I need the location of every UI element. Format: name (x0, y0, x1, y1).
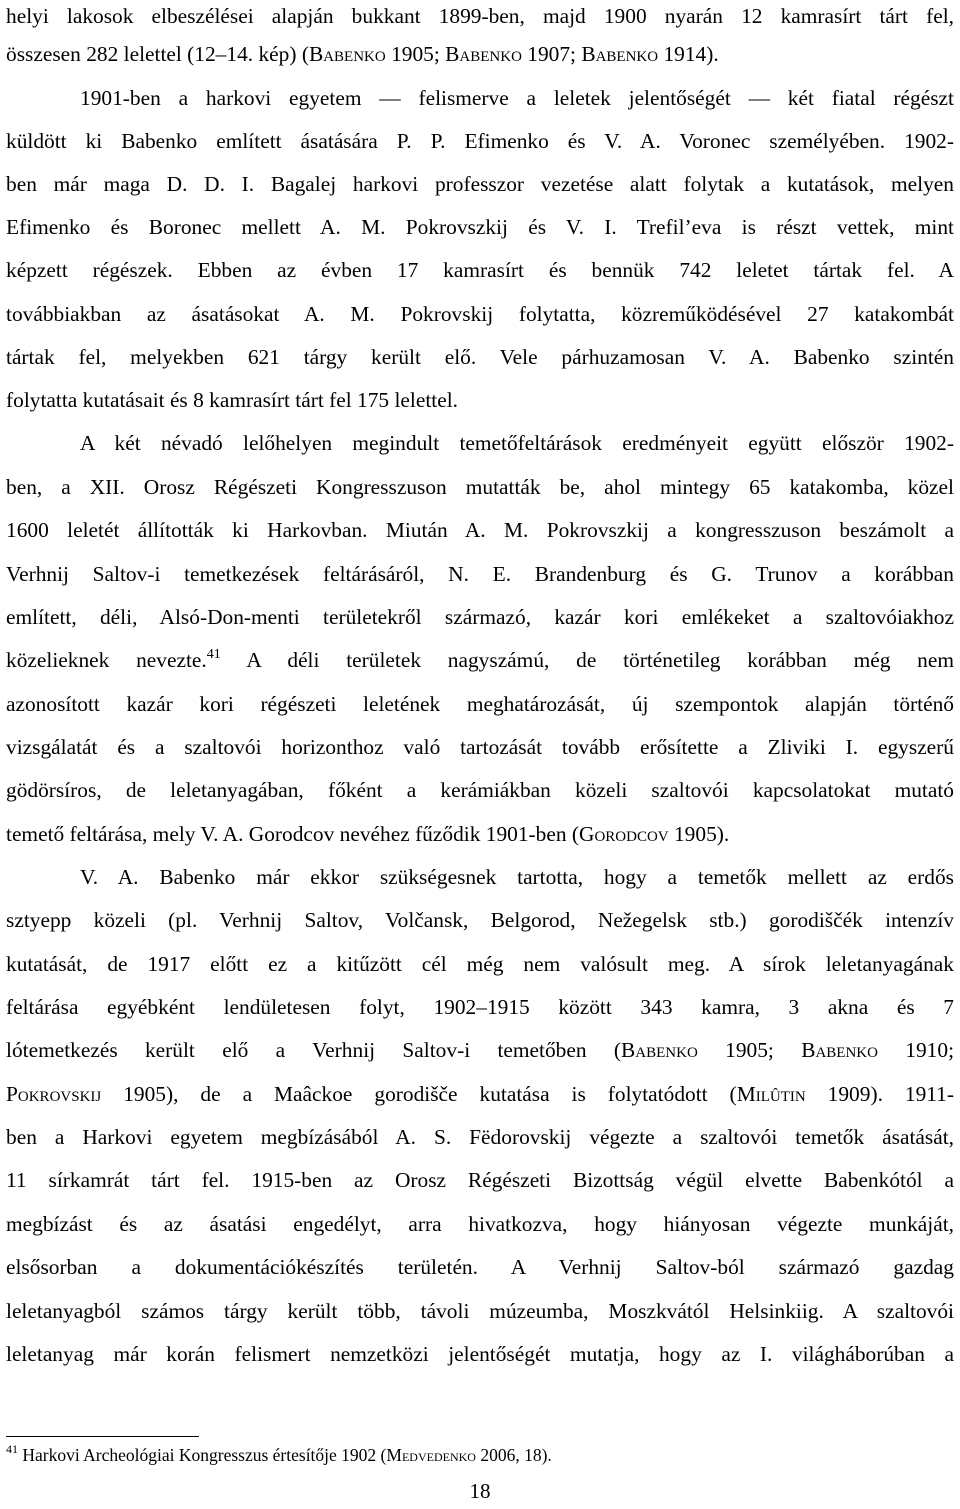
text-line: 1901-ben a harkovi egyetem — felismerve a leletek jelentőségét — két fiatal régészt (80, 86, 954, 110)
footnote: $^{41}$ Harkovi Archeológiai Kongresszus értesítője 1902 (Medvedenko 2006, 18). (6, 1442, 552, 1465)
text-line: elsősorban a dokumentációkészítés területén. A Verhnij Saltov-ból származó gazdag (6, 1255, 954, 1279)
author-name: Medvedenko (386, 1445, 476, 1465)
text-line: küldött ki Babenko említett ásatására P. P. Efimenko és V. A. Voronec személyében. 1902- (6, 129, 954, 153)
text-line: ben a Harkovi egyetem megbízásából A. S. Fëdorovskij végezte a szaltovói temetők ásatását, (6, 1125, 954, 1149)
text-line: Pokrovskij 1905), de a Maâckoe gorodišče kutatása is folytatódott (Milûtin 1909). 1911- (6, 1082, 954, 1106)
text-line: ben már maga D. D. I. Bagalej harkovi professzor vezetése alatt folytak a kutatások, melyen (6, 172, 954, 196)
footnote-divider (6, 1436, 199, 1437)
text-line: helyi lakosok elbeszélései alapján bukkant 1899-ben, majd 1900 nyarán 12 kamrasírt tárt fel, (6, 4, 954, 28)
text-line: leletanyagból számos tárgy került több, távoli múzeumba, Moszkvától Helsinkiig. A szaltovói (6, 1299, 954, 1323)
author-name: Babenko (621, 1038, 698, 1062)
text-line: temető feltárása, mely V. A. Gorodcov nevéhez fűződik 1901-ben (Gorodcov 1905). (6, 822, 730, 846)
text-line: V. A. Babenko már ekkor szükségesnek tartotta, hogy a temetők mellett az erdős (80, 865, 954, 889)
text-line: képzett régészek. Ebben az évben 17 kamrasírt és bennük 742 leletet tártak fel. A (6, 258, 954, 282)
text-line: vizsgálatát és a szaltovói horizonthoz való tartozását tovább erősítette a Zliviki I. egyszerű (6, 735, 954, 759)
text-line: folytatta kutatásait és 8 kamrasírt tárt fel 175 lelettel. (6, 388, 459, 412)
footnote-reference[interactable]: 41 (206, 647, 221, 662)
text-line: összesen 282 lelettel (12–14. kép) (Babenko 1905; Babenko 1907; Babenko 1914). (6, 42, 719, 66)
text-line: tártak fel, melyekben 621 tárgy került elő. Vele párhuzamosan V. A. Babenko szintén (6, 345, 954, 369)
page-number: 18 (469, 1479, 491, 1503)
text-line: Verhnij Saltov-i temetkezések feltárásáról, N. E. Brandenburg és G. Trunov a korábban (6, 562, 954, 586)
author-name: Babenko (308, 42, 386, 66)
author-name: Babenko (801, 1038, 878, 1062)
author-name: Babenko (581, 42, 659, 66)
text-line: kutatását, de 1917 előtt ez a kitűzött cél még nem valósult meg. A sírok leletanyagának (6, 952, 954, 976)
text-line: ben, a XII. Orosz Régészeti Kongresszuson mutatták be, ahol mintegy 65 katakomba, közel (6, 475, 954, 499)
text-line: azonosított kazár kori régészeti leletének meghatározását, új szempontok alapján történő (6, 692, 954, 716)
text-line: leletanyag már korán felismert nemzetközi jelentőségét mutatja, hogy az I. világháborúban a (6, 1342, 954, 1366)
text-line: említett, déli, Alsó-Don-menti területekről származó, kazár kori emlékeket a szaltovóiakhoz (6, 605, 954, 629)
text-line: gödörsíros, de leletanyagában, főként a kerámiákban közeli szaltovói kapcsolatokat mutató (6, 778, 954, 802)
text-line: feltárása egyébként lendületesen folyt, 1902–1915 között 343 kamra, 3 akna és 7 (6, 995, 954, 1019)
text-line: 11 sírkamrát tárt fel. 1915-ben az Orosz Régészeti Bizottság végül elvette Babenkótól a (6, 1168, 954, 1192)
text-line: megbízást és az ásatási engedélyt, arra hivatkozva, hogy hiányosan végezte munkáját, (6, 1212, 954, 1236)
author-name: Gorodcov (579, 822, 669, 846)
author-name: Pokrovskij (6, 1082, 102, 1106)
footnote-number: 41 (6, 1442, 18, 1456)
text-line: lótemetkezés került elő a Verhnij Saltov-i temetőben (Babenko 1905; Babenko 1910; (6, 1038, 955, 1062)
text-line: sztyepp közeli (pl. Verhnij Saltov, Volčansk, Belgorod, Nežegelsk stb.) gorodiščék intenzív (6, 908, 954, 932)
text-line: közelieknek nevezte.$^{41}$ A déli területek nagyszámú, de történetileg korábban még nem (6, 647, 954, 672)
text-line: A két névadó lelőhelyen megindult temetőfeltárások eredményeit együtt először 1902- (80, 431, 954, 455)
text-line: továbbiakban az ásatásokat A. M. Pokrovskij folytatta, közreműködésével 27 katakombát (6, 302, 954, 326)
text-line: 1600 leletét állították ki Harkovban. Miután A. M. Pokrovszkij a kongresszuson beszámolt a (6, 518, 954, 542)
author-name: Milûtin (736, 1082, 806, 1106)
author-name: Babenko (445, 42, 522, 66)
text-line: Efimenko és Boronec mellett A. M. Pokrovszkij és V. I. Trefil’eva is részt vettek, mint (6, 215, 954, 239)
